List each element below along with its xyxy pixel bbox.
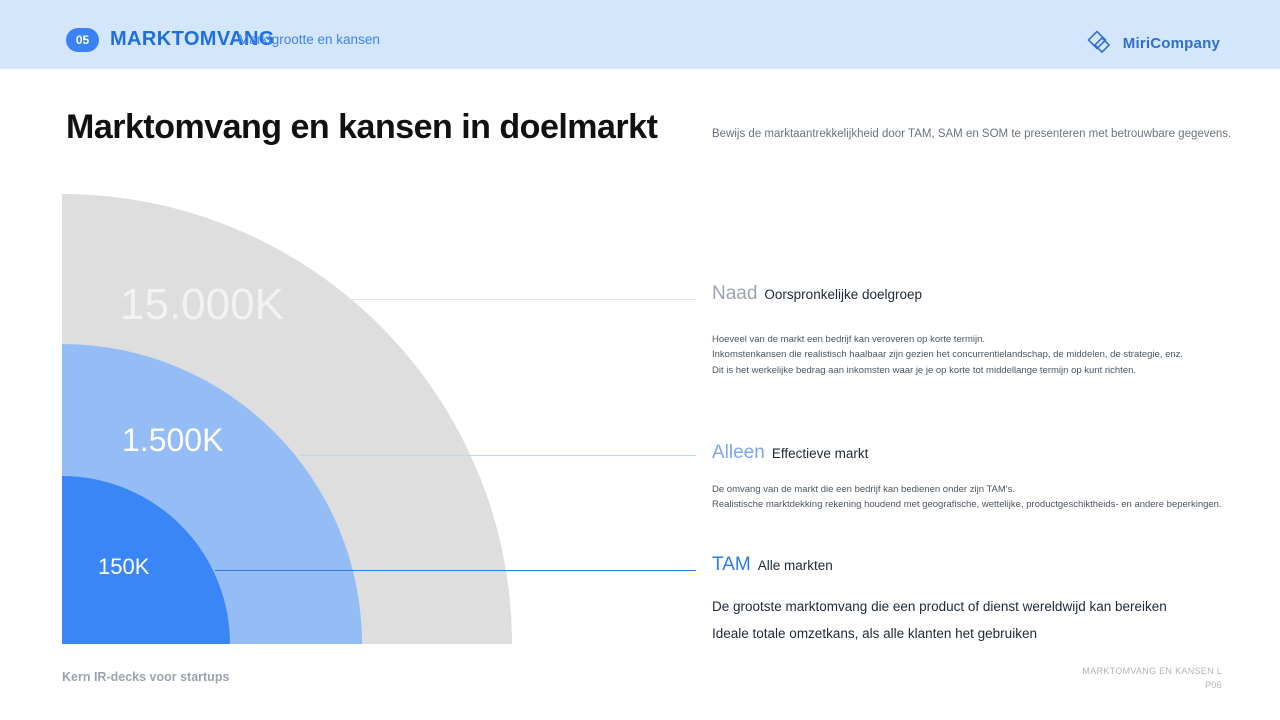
legend-line: Inkomstenkansen die realistisch haalbaar zijn gezien het concurrentielandschap, de middelen, de strategie, enz. [712, 349, 1184, 361]
legend-body-alleen [712, 482, 1252, 513]
legend-label-row [712, 283, 1252, 305]
brand [1087, 30, 1220, 56]
chapter-subtitle: Marktgrootte en kansen [238, 32, 380, 47]
legend-name-tam: Alle markten [757, 558, 833, 573]
legend-body-naad [712, 332, 1252, 378]
legend-key-tam: TAM [712, 554, 751, 575]
page-title: Marktomvang en kansen in doelmarkt [66, 108, 658, 146]
footer-right [962, 665, 1222, 693]
footer-right-line1: MARKTOMVANG EN KANSEN L [1082, 666, 1222, 676]
footer-left-text: Kern IR-decks voor startups [62, 670, 230, 684]
brand-name: MiriCompany [1122, 34, 1220, 52]
legend-line: De grootste marktomvang die een product of dienst wereldwijd kan bereiken [712, 599, 1167, 614]
chart-value-tam: 15.000K [120, 280, 284, 329]
chart-value-sam: 1.500K [122, 422, 224, 458]
leader-line-sam [300, 455, 696, 456]
legend-body-tam [712, 593, 1252, 647]
leader-line-som [215, 570, 696, 571]
legend-name-alleen: Effectieve markt [771, 446, 869, 461]
leader-line-tam [348, 299, 696, 300]
legend-line: Ideale totale omzetkans, als alle klanten het gebruiken [712, 626, 1037, 641]
chart-value-som: 150K [98, 554, 150, 579]
legend-line: De omvang van de markt die een bedrijf kan bedienen onder zijn TAM's. [712, 484, 1015, 495]
legend-block-naad [712, 283, 1252, 378]
legend-label-row [712, 442, 1252, 464]
legend-key-naad: Naad [712, 283, 758, 304]
footer-page-number: P06 [1205, 679, 1222, 690]
chapter-title: MARKTOMVANG [110, 28, 275, 50]
slide-header [0, 0, 1280, 69]
legend-key-alleen: Alleen [712, 442, 765, 463]
page-description: Bewijs de marktaantrekkelijkheid door TAM, SAM en SOM te presenteren met betrouwbare gegevens. [712, 128, 1232, 140]
legend-label-row [712, 554, 1252, 576]
diamond-logo-icon [1087, 30, 1113, 56]
legend-line: Hoeveel van de markt een bedrijf kan veroveren op korte termijn. [712, 334, 985, 345]
legend-block-tam [712, 554, 1252, 647]
legend-name-naad: Oorspronkelijke doelgroep [764, 287, 923, 302]
legend-block-alleen [712, 442, 1252, 513]
market-size-chart [62, 194, 512, 644]
legend-line: Dit is het werkelijke bedrag aan inkomsten waar je je op korte tot middellange termijn op kunt richten. [712, 364, 1137, 376]
legend-line: Realistische marktdekking rekening houdend met geografische, wettelijke, productgeschiktheids- en andere beperkingen. [712, 499, 1222, 511]
chapter-number-badge: 05 [66, 28, 99, 52]
